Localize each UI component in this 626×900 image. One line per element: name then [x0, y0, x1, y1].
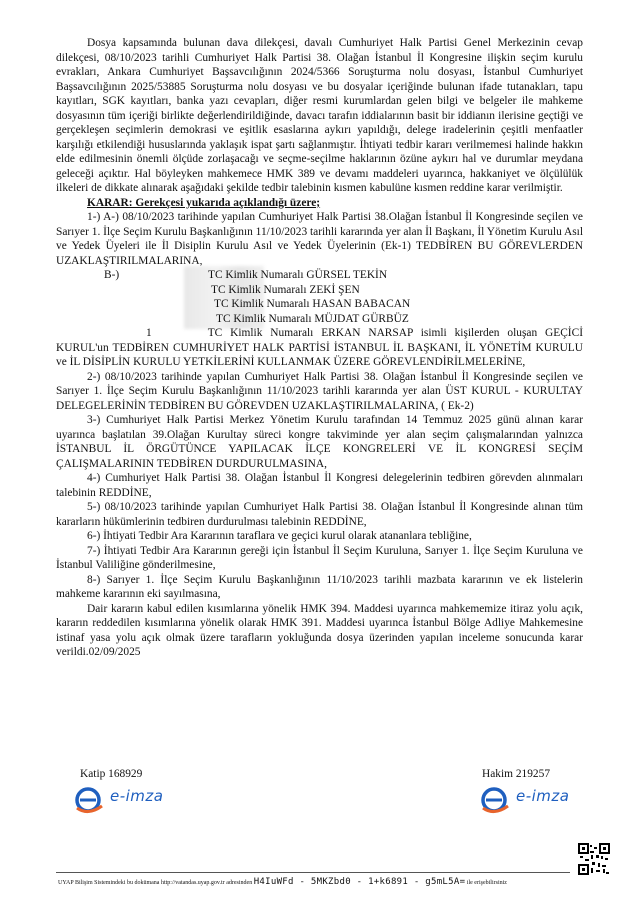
tc-row-1: TC Kimlik Numaralı GÜRSEL TEKİN — [208, 269, 388, 281]
karar-heading: KARAR: Gerekçesi yukarıda açıklandığı üzere; — [87, 196, 321, 209]
decision-item-1a: 1-) A-) 08/10/2023 tarihinde yapılan Cumhuriyet Halk Partisi 38.Olağan İstanbul İl Kongresinde seçilen ve Sarıyer 1. İlçe Seçim Kurulu Başkanlığının 11/10/2023 tarihli kararında yer alan İl Başkanı, İl Yönetim Kurulu Asıl ve Yedek Üyeleri ile İl Disiplin Kurulu Asıl ve Yedek Üyelerinin (Ek-1) TEDBİREN BU GÖREVLERDEN UZAKLAŞTIRILMALARINA, — [56, 211, 583, 267]
final-paragraph: Dair kararın kabul edilen kısımlarına yönelik HMK 394. Maddesi uyarınca mahkememize itiraz yolu açık, kararın reddedilen kısımlarına yönelik olarak HMK 391. Maddesi uyarınca İstanbul Bölge Adliye Mahkemesine istinaf yasa yolu açık olmak üzere tarafların yokluğunda dosya üzerinden yapılan inceleme sonucunda karar verildi.02/09/2025 — [56, 602, 583, 658]
document-body — [56, 36, 583, 660]
decision-item-1b-prefix: B-) — [104, 269, 120, 281]
decision-item-6: 6-) İhtiyati Tedbir Ara Kararının taraflara ve geçici kurul olarak atananlara tebliğine, — [87, 530, 472, 542]
decision-item-4: 4-) Cumhuriyet Halk Partisi 38. Olağan İstanbul İl Kongresi delegelerinin tedbiren görevden alınmaları talebinin REDDİNE, — [56, 472, 583, 499]
decision-item-3: 3-) Cumhuriyet Halk Partisi Merkez Yönetim Kurulu tarafından 14 Temmuz 2025 günü alınan karar uyarınca başlatılan 39.Olağan Kurultay süreci kongre takviminde yer alan seçim çalışmalarından yalnızca İSTANBUL İL ÖRGÜTÜNCE YAPILACAK İLÇE KONGRELERİ VE İL KONGRESİ SEÇİM ÇALIŞMALARININ TEDBİREN DURDURULMASINA, — [56, 414, 583, 470]
tc-row-5: TC Kimlik Numaralı ERKAN NARSAP isimli kişilerden oluşan GEÇİCİ KURUL'un TEDBİREN CUMHURİYET HALK PARTİSİ İSTANBUL İL BAŞKANI, İL YÖNETİM KURULU ve İL DİSİPLİN KURULU YETKİLERİNİ KULLANMAK ÜZERE GÖREVLENDİRİLMELERİNE, — [56, 327, 583, 368]
tc-row-4: TC Kimlik Numaralı MÜJDAT GÜRBÜZ — [216, 312, 409, 325]
e-imza-logo-icon — [70, 780, 180, 816]
footer-divider — [56, 872, 570, 873]
tc-row-5-prefix: 1 — [146, 327, 152, 339]
e-imza-logo-text: e-imza — [110, 787, 164, 805]
footer-text-end: ile erişebilirsiniz — [466, 880, 507, 886]
decision-item-2: 2-) 08/10/2023 tarihinde yapılan Cumhuriyet Halk Partisi 38. Olağan İstanbul İl Kongresinde seçilen ve Sarıyer 1. İlçe Seçim Kurulu Başkanlığının 11/10/2023 tarihli kararında yer alan ÜST KURUL - KURULTAY DELEGELERİNİN TEDBİREN BU GÖREVDEN UZAKLAŞTIRILMALARINA, ( Ek-2) — [56, 370, 583, 412]
tc-row-3: TC Kimlik Numaralı HASAN BABACAN — [214, 298, 411, 310]
footer-text: UYAP Bilişim Sistemindeki bu dokümana http://vatandas.uyap.gov.tr adresinden — [58, 880, 253, 886]
katip-label: Katip 168929 — [80, 768, 143, 780]
reasoning-paragraph: Dosya kapsamında bulunan dava dilekçesi, davalı Cumhuriyet Halk Partisi Genel Merkezinin cevap dilekçesi, 08/10/2023 tarihli Cumhuriyet Halk Partisi 38. Olağan İstanbul İl Kongresine ilişkin seçim kurulu evrakları, Ankara Cumhuriyet Başsavcılığının 2024/5366 Soruşturma nolu dosyası, İstanbul Cumhuriyet Başsavcılığının 2025/53885 Soruşturma nolu dosyası ve bu dosyalar içeriğinde bulunan ifade tutanakları, tapu kayıtları, SGK kayıtları, banka yazı cevapları, diğer resmi kurumlardan gelen bilgi ve belgeler ile mahkeme dosyasının tüm içeriği birlikte değerlendirildiğinde, davacı tarafın iddialarının basit bir iddianın ilerisine geçtiği ve gerçekleşen seçimlerin demokrasi ve eşitlik esaslarına aykırı yapıldığı, delege iradelerinin çeşitli menfaatler karşılığı etkilendiği hususlarında yaklaşık ispat şartı sağlanmıştır. İhtiyati tedbir kararı verilmemesi halinde hakkın elde edilmesinin önemli ölçüde zorlaşacağı ve seçme-seçilme haklarının özüne aykırı hal ve durumlar meydana geleceği açıktır. Hal böyleyken mahkemece HMK 389 ve devamı maddeleri uyarınca, hakkaniyet ve ölçülülük ilkeleri de dikkate alınarak aşağıdaki şekilde tedbir talebinin kısmen kabulüne kısmen reddine karar verilmiştir. — [56, 37, 583, 194]
tc-row-5-paragraph — [56, 326, 583, 370]
hakim-label: Hakim 219257 — [482, 768, 551, 780]
footer — [58, 877, 507, 887]
e-imza-logo-icon — [476, 780, 586, 816]
verification-code: H4IuWFd - 5MKZbd0 - 1+k6891 - g5mL5A= — [253, 877, 466, 887]
decision-item-5: 5-) 08/10/2023 tarihinde yapılan Cumhuriyet Halk Partisi 38. Olağan İstanbul İl Kongresinde alınan tüm kararların hükümlerinin tedbiren durdurulması talebinin REDDİNE, — [56, 501, 583, 528]
decision-item-7: 7-) İhtiyati Tedbir Ara Kararının gereği için İstanbul İl Seçim Kuruluna, Sarıyer 1. İlçe Seçim Kuruluna ve İstanbul Valiliğine gönderilmesine, — [56, 544, 583, 571]
decision-item-8: 8-) Sarıyer 1. İlçe Seçim Kurulu Başkanlığının 11/10/2023 tarihli mazbata kararının ve ek listelerin mahkeme kararının eki sayılmasına, — [56, 573, 583, 600]
tc-row-2: TC Kimlik Numaralı ZEKİ ŞEN — [211, 283, 360, 296]
tc-list — [56, 268, 583, 326]
qr-code-icon — [578, 843, 610, 875]
e-imza-logo-text: e-imza — [516, 787, 570, 805]
